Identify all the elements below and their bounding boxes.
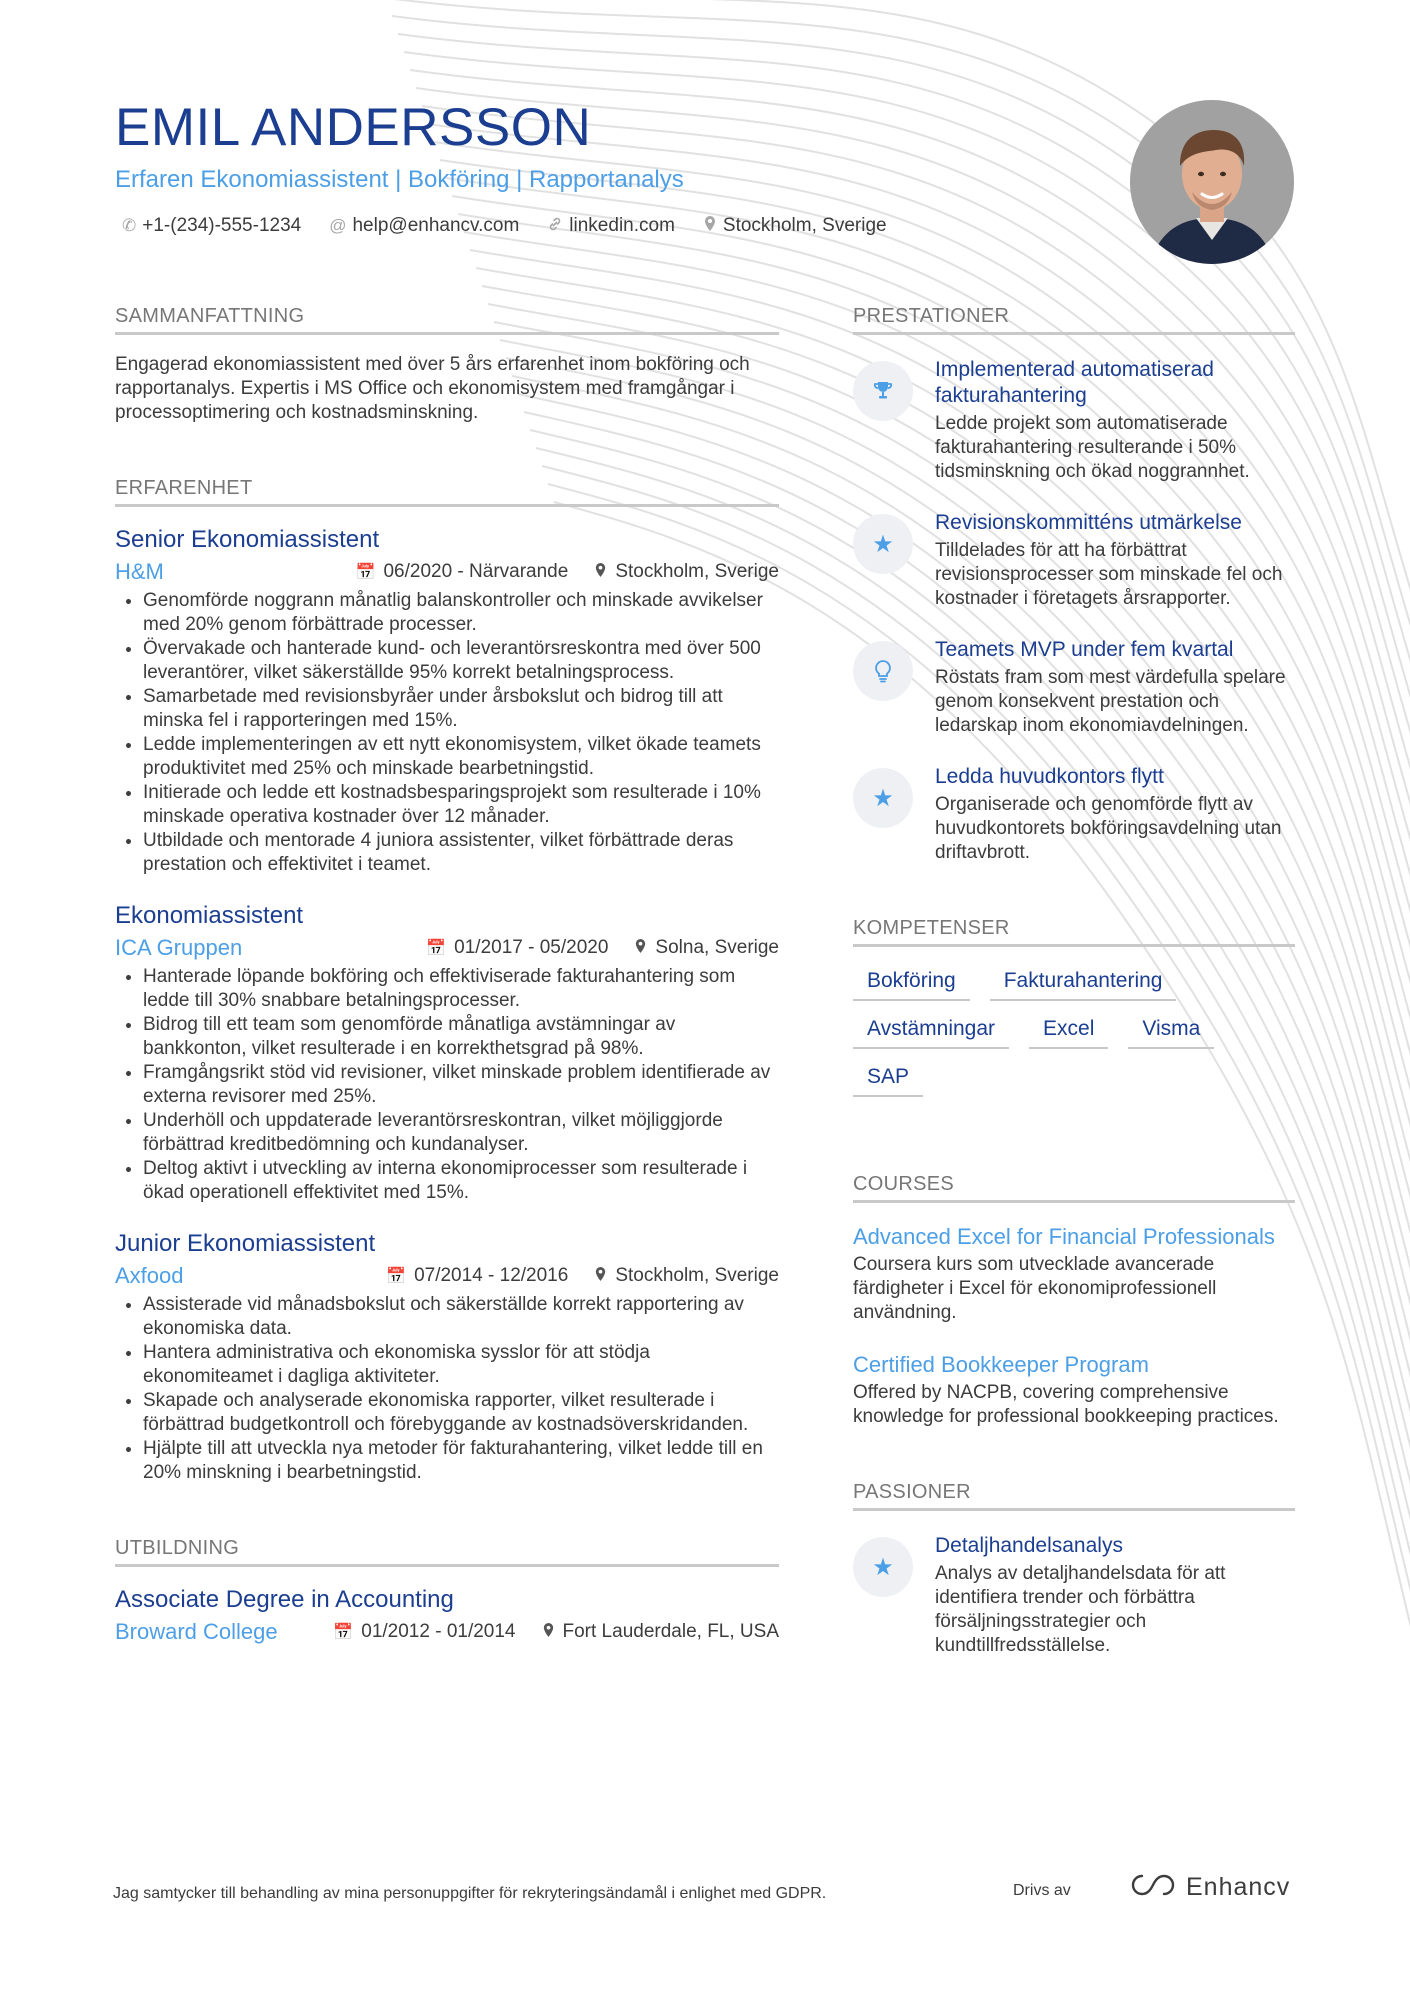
candidate-name: EMIL ANDERSSON	[115, 98, 592, 157]
job-company: H&M	[115, 559, 164, 584]
passion-desc: Analys av detaljhandelsdata för att identifiera trender och förbättra försäljningsstrategier och kundtillfredsställelse.	[935, 1563, 1226, 1656]
location-icon	[594, 1266, 607, 1287]
job-title: Ekonomiassistent	[115, 902, 304, 929]
list-item: • Skapade och analyserade ekonomiska rapporter, vilket resulterade i förbättrad budgetkontroll och förebyggande av kostnadsöverskridanden.	[143, 1389, 779, 1437]
achievement-title: Teamets MVP under fem kvartal	[935, 638, 1234, 661]
skill-tag: Avstämningar	[853, 1017, 1009, 1049]
location-icon	[703, 215, 717, 237]
left-column	[115, 305, 779, 1645]
course-title: Certified Bookkeeper Program	[853, 1352, 1149, 1377]
list-item: • Underhöll och uppdaterade leverantörsreskontran, vilket möjliggjorde förbättrad kreditbedömning och kundanalyser.	[143, 1109, 779, 1157]
star-icon: ★	[853, 1537, 913, 1597]
star-icon: ★	[853, 514, 913, 574]
section-title-education: UTBILDNING	[115, 1537, 779, 1567]
job-title: Senior Ekonomiassistent	[115, 526, 380, 553]
section-title-experience: ERFARENHET	[115, 477, 779, 507]
enhancv-brand-name: Enhancv	[1186, 1873, 1291, 1901]
list-item: • Hanterade löpande bokföring och effektiviserade fakturahantering som ledde till 30% snabbare betalningsprocesser.	[143, 965, 779, 1013]
job-dates: 01/2017 - 05/2020	[454, 937, 609, 958]
section-title-achievements: PRESTATIONER	[853, 305, 1295, 335]
calendar-icon: 📅	[355, 564, 376, 581]
contact-linkedin-text: linkedin.com	[569, 215, 675, 236]
section-title-summary: SAMMANFATTNING	[115, 305, 779, 335]
list-item: • Ledde implementeringen av ett nytt ekonomisystem, vilket ökade teamets produktivitet med 25% och minskade bearbetningstid.	[143, 733, 779, 781]
profile-photo	[1130, 100, 1294, 264]
contact-email[interactable]	[329, 215, 519, 237]
job-company: Axfood	[115, 1263, 184, 1288]
education-school: Broward College	[115, 1619, 278, 1644]
job-dates: 07/2014 - 12/2016	[414, 1265, 569, 1286]
skill-tag: Excel	[1029, 1017, 1108, 1049]
section-title-courses: COURSES	[853, 1173, 1295, 1203]
achievement-title: Implementerad automatiserad fakturahantering	[935, 358, 1214, 407]
achievement-item	[853, 764, 1295, 865]
gdpr-consent-note: Jag samtycker till behandling av mina personuppgifter för rekryteringsändamål i enlighet med GDPR.	[113, 1885, 827, 1902]
section-title-passions: PASSIONER	[853, 1481, 1295, 1511]
contact-location	[703, 215, 887, 237]
job-location: Solna, Sverige	[655, 937, 779, 958]
job-title: Junior Ekonomiassistent	[115, 1230, 376, 1257]
enhancv-logo-icon	[1130, 1872, 1176, 1903]
education-dates: 01/2012 - 01/2014	[361, 1621, 516, 1642]
skills-list	[853, 969, 1295, 1097]
job-location: Stockholm, Sverige	[615, 561, 779, 582]
list-item: • Hjälpte till att utveckla nya metoder för fakturahantering, vilket ledde till en 20% minskning i bearbetningstid.	[143, 1437, 779, 1485]
achievement-item	[853, 510, 1295, 611]
location-icon	[594, 562, 607, 583]
skill-tag: SAP	[853, 1065, 923, 1097]
trophy-icon	[853, 361, 913, 421]
job-company: ICA Gruppen	[115, 935, 243, 960]
calendar-icon: 📅	[333, 1624, 354, 1641]
list-item: • Initierade och ledde ett kostnadsbesparingsprojekt som resulterade i 10% minskade operativa kostnader över 12 månader.	[143, 781, 779, 829]
contact-location-text: Stockholm, Sverige	[722, 215, 887, 236]
lightbulb-icon	[853, 641, 913, 701]
list-item: • Framgångsrikt stöd vid revisioner, vilket minskade problem identifierade av externa revisorer med 25%.	[143, 1061, 779, 1109]
achievement-desc: Organiserade och genomförde flytt av huvudkontorets bokföringsavdelning utan driftavbrott.	[935, 794, 1282, 863]
list-item: • Assisterade vid månadsbokslut och säkerställde korrekt rapportering av ekonomiska data.	[143, 1293, 779, 1341]
job-entry	[115, 901, 779, 1205]
skill-tag: Fakturahantering	[990, 969, 1177, 1001]
contact-phone-text: +1-(234)-555-1234	[142, 215, 302, 236]
passion-title: Detaljhandelsanalys	[935, 1534, 1123, 1557]
achievement-desc: Tilldelades för att ha förbättrat revisionsprocesser som minskade fel och kostnader i företagets årsrapporter.	[935, 540, 1283, 609]
education-location: Fort Lauderdale, FL, USA	[562, 1621, 779, 1642]
link-icon	[547, 216, 563, 237]
contact-phone[interactable]	[122, 215, 301, 237]
list-item: • Hantera administrativa och ekonomiska sysslor för att stödja ekonomiteamet i dagliga aktiviteter.	[143, 1341, 779, 1389]
list-item: • Utbildade och mentorade 4 juniora assistenter, vilket förbättrade deras prestation och effektivitet i teamet.	[143, 829, 779, 877]
skill-tag: Visma	[1128, 1017, 1214, 1049]
job-bullets	[115, 1293, 779, 1485]
job-dates: 06/2020 - Närvarande	[383, 561, 569, 582]
right-column	[853, 305, 1295, 1658]
location-icon	[634, 938, 647, 959]
section-title-skills: KOMPETENSER	[853, 917, 1295, 947]
calendar-icon: 📅	[426, 940, 447, 957]
calendar-icon: 📅	[386, 1268, 407, 1285]
enhancv-brand[interactable]	[1130, 1872, 1290, 1903]
powered-by-label: Drivs av	[1013, 1882, 1071, 1899]
course-item	[853, 1351, 1295, 1429]
contact-bar	[122, 215, 887, 237]
job-entry	[115, 1229, 779, 1485]
course-desc: Coursera kurs som utvecklade avancerade färdigheter i Excel för ekonomiprofessionell användning.	[853, 1254, 1217, 1323]
list-item: • Genomförde noggrann månatlig balanskontroller och minskade avvikelser med 20% genom förbättrade processer.	[143, 589, 779, 637]
education-degree: Associate Degree in Accounting	[115, 1586, 454, 1613]
job-bullets	[115, 589, 779, 877]
job-location: Stockholm, Sverige	[615, 1265, 779, 1286]
phone-icon: ✆	[122, 216, 137, 235]
job-bullets	[115, 965, 779, 1205]
achievement-title: Revisionskommitténs utmärkelse	[935, 511, 1242, 534]
star-icon: ★	[853, 768, 913, 828]
achievement-item	[853, 637, 1295, 738]
course-desc: Offered by NACPB, covering comprehensive knowledge for professional bookkeeping practices.	[853, 1382, 1279, 1427]
education-entry	[115, 1585, 779, 1645]
course-item	[853, 1223, 1295, 1325]
skill-tag: Bokföring	[853, 969, 970, 1001]
list-item: • Deltog aktivt i utveckling av interna ekonomiprocesser som resulterade i ökad operationell effektivitet med 15%.	[143, 1157, 779, 1205]
course-title: Advanced Excel for Financial Professionals	[853, 1224, 1275, 1249]
list-item: • Övervakade och hanterade kund- och leverantörsreskontra med över 500 leverantörer, vilket säkerställde 95% korrekt betalningsprocess.	[143, 637, 779, 685]
job-entry	[115, 525, 779, 877]
achievement-item	[853, 357, 1295, 484]
achievement-desc: Ledde projekt som automatiserade fakturahantering resulterande i 50% tidsminskning och ökad noggrannhet.	[935, 413, 1250, 482]
list-item: • Samarbetade med revisionsbyråer under årsbokslut och bidrog till att minska fel i rapporteringen med 15%.	[143, 685, 779, 733]
location-icon	[542, 1622, 555, 1643]
summary-text: Engagerad ekonomiassistent med över 5 års erfarenhet inom bokföring och rapportanalys. Expertis i MS Office och ekonomisystem med framgångar i processoptimering och kostnadsminskning.	[115, 354, 750, 423]
contact-linkedin[interactable]	[547, 215, 675, 237]
at-icon: @	[329, 216, 347, 235]
list-item: • Bidrog till ett team som genomförde månatliga avstämningar av bankkonton, vilket resulterade i en korrekthetsgrad på 98%.	[143, 1013, 779, 1061]
passion-item	[853, 1533, 1295, 1658]
achievement-desc: Röstats fram som mest värdefulla spelare genom konsekvent prestation och ledarskap inom ekonomiavdelningen.	[935, 667, 1286, 736]
contact-email-text: help@enhancv.com	[352, 215, 520, 236]
achievement-title: Ledda huvudkontors flytt	[935, 765, 1164, 788]
candidate-tagline: Erfaren Ekonomiassistent | Bokföring | Rapportanalys	[115, 166, 684, 193]
